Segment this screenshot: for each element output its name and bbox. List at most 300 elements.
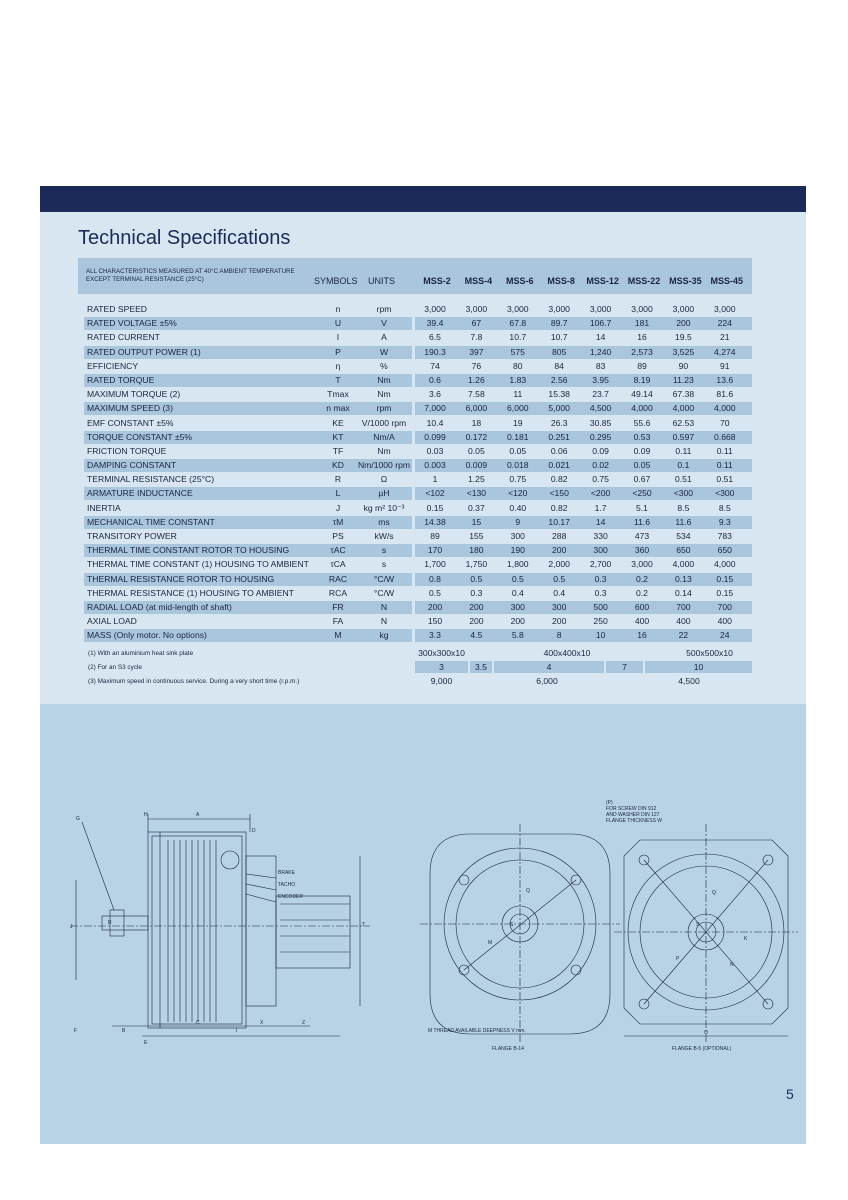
spec-values	[415, 431, 752, 444]
spec-unit: V	[381, 318, 387, 329]
spec-value: 3,000	[548, 304, 570, 314]
spec-value: 4,000	[672, 403, 695, 414]
spec-value: 3,000	[631, 559, 653, 570]
spec-value: 89	[430, 531, 440, 541]
spec-value: 0.251	[548, 431, 570, 442]
spec-value: 0.3	[594, 587, 607, 598]
spec-value: 0.021	[548, 460, 570, 471]
spec-symbol: P	[335, 346, 341, 357]
spec-label: INERTIA	[87, 502, 121, 513]
spec-label: TORQUE CONSTANT ±5%	[84, 431, 412, 444]
spec-value: 0.15	[426, 502, 444, 513]
spec-row	[84, 629, 752, 643]
spec-value: 0.018	[507, 460, 529, 471]
flange-b5-note-4: FLANGE THICKNESS W	[606, 818, 663, 824]
spec-value: 3,000	[465, 304, 488, 314]
spec-value: 22	[678, 630, 689, 641]
spec-unit: °C/W	[373, 587, 395, 598]
spec-unit: ms	[378, 516, 390, 527]
spec-value: 0.11	[675, 445, 692, 456]
spec-unit: s	[381, 545, 387, 556]
flange-b14-caption: FLANGE B-14	[492, 1046, 524, 1052]
spec-value: 39.4	[426, 318, 444, 329]
spec-row	[84, 360, 752, 374]
spec-value: 76	[471, 360, 482, 371]
spec-row	[84, 346, 752, 360]
spec-value: 200	[469, 601, 484, 612]
spec-row	[84, 502, 752, 516]
spec-symbol: τAC	[330, 545, 346, 556]
page-number: 5	[786, 1086, 794, 1102]
spec-value: 4.5	[470, 630, 483, 641]
spec-value: 0.11	[716, 445, 733, 456]
spec-values	[415, 317, 752, 330]
spec-value: 1,750	[465, 559, 488, 570]
spec-value: 3,525	[672, 346, 695, 357]
spec-value: 2,000	[548, 559, 570, 570]
spec-values	[415, 573, 752, 586]
spec-value: 7,000	[424, 403, 446, 414]
spec-symbol: n	[335, 304, 341, 314]
spec-symbol: KT	[332, 431, 344, 442]
spec-value: 0.009	[465, 460, 488, 471]
spec-value: 190.3	[424, 346, 446, 357]
spec-value: 0.40	[509, 502, 527, 513]
spec-value: 3,000	[631, 304, 653, 314]
spec-unit: kW/s	[374, 531, 394, 541]
spec-values	[415, 487, 752, 500]
spec-value: 0.53	[633, 431, 651, 442]
spec-value: <300	[673, 488, 694, 499]
spec-value: 89.7	[550, 318, 568, 329]
spec-unit: %	[380, 360, 388, 371]
spec-unit: Ω	[380, 474, 388, 485]
label-e: E	[144, 1040, 148, 1046]
spec-value: 5,000	[548, 403, 570, 414]
spec-value: 0.02	[592, 460, 609, 471]
spec-value: 7.58	[468, 389, 485, 400]
spec-value: 3,000	[424, 304, 446, 314]
spec-value: 1.7	[594, 502, 607, 513]
spec-value: 6.5	[429, 332, 441, 343]
spec-value: 180	[469, 545, 484, 556]
measurement-note: ALL CHARACTERISTICS MEASURED AT 40°C AMBIENT TEMPERATURE EXCEPT TERMINAL RESISTANCE (25°C)	[86, 268, 295, 283]
spec-value: 18	[471, 417, 482, 428]
spec-value: 0.82	[550, 474, 568, 485]
spec-value: 0.6	[429, 374, 441, 385]
spec-value: 1,240	[589, 346, 612, 357]
spec-value: 21	[720, 332, 730, 343]
spec-unit: kg	[379, 630, 389, 641]
spec-value: 15	[471, 516, 482, 527]
spec-value: 783	[717, 531, 732, 541]
spec-value: 534	[676, 531, 691, 541]
s3-value-3: 4	[494, 661, 604, 673]
spec-value: 170	[427, 545, 443, 556]
label-tacho: TACHO	[278, 882, 296, 888]
spec-row	[84, 516, 752, 530]
label-q-2: Q	[712, 890, 716, 896]
spec-value: 0.37	[468, 502, 485, 513]
spec-row	[84, 601, 752, 615]
spec-values	[415, 402, 752, 415]
spec-value: 0.3	[594, 573, 607, 584]
s3-value-1: 3	[415, 661, 468, 673]
spec-value: 0.4	[511, 587, 524, 598]
spec-row	[84, 459, 752, 473]
spec-value: 155	[469, 531, 484, 541]
spec-row	[84, 417, 752, 431]
spec-value: 0.15	[716, 573, 734, 584]
spec-value: 400	[676, 616, 691, 627]
spec-value: 0.5	[511, 573, 524, 584]
spec-value: 650	[676, 545, 691, 556]
label-d: D	[252, 828, 256, 834]
model-header: MSS-6	[506, 276, 534, 286]
spec-symbol: τCA	[330, 559, 346, 570]
spec-row	[84, 431, 752, 445]
spec-value: 8.5	[718, 502, 731, 513]
spec-symbol: n max	[326, 403, 350, 414]
spec-value: 0.82	[550, 502, 568, 513]
spec-label: RATED CURRENT	[87, 332, 160, 343]
label-b: B	[122, 1028, 126, 1034]
spec-value: <200	[590, 488, 611, 499]
spec-value: 2,700	[589, 559, 612, 570]
spec-value: 91	[720, 360, 730, 371]
flange-b5-view	[614, 824, 798, 1044]
spec-value: 67.8	[509, 318, 527, 329]
spec-value: 181	[634, 318, 650, 329]
spec-value: 0.099	[424, 431, 446, 442]
spec-value: 83	[595, 360, 606, 371]
spec-values	[415, 346, 752, 359]
spec-label: MASS (Only motor. No options)	[84, 629, 412, 642]
spec-symbol: RAC	[328, 573, 348, 584]
label-x: X	[260, 1020, 264, 1026]
spec-value: 805	[552, 346, 567, 357]
spec-value: 11.23	[672, 374, 694, 385]
spec-value: 8.5	[677, 502, 690, 513]
spec-value: 200	[676, 318, 691, 329]
spec-values	[415, 629, 752, 642]
spec-values	[415, 587, 752, 600]
spec-value: 16	[637, 332, 647, 343]
label-a: A	[196, 812, 200, 818]
spec-values	[415, 360, 752, 373]
label-n: N	[730, 962, 734, 968]
spec-symbol: T	[335, 374, 341, 385]
spec-value: 200	[552, 616, 567, 627]
spec-value: 89	[637, 360, 647, 371]
spec-label: ARMATURE INDUCTANCE	[84, 487, 412, 500]
spec-value: 0.13	[675, 573, 692, 584]
spec-value: 10.4	[426, 417, 444, 428]
spec-value: 0.5	[470, 573, 483, 584]
spec-symbol: KE	[332, 417, 344, 428]
label-k: K	[744, 936, 748, 942]
label-encoder: ENCODER	[278, 894, 304, 900]
spec-value: 1.83	[509, 374, 527, 385]
spec-value: 0.11	[716, 460, 733, 471]
spec-value: 0.67	[633, 474, 651, 485]
page-title: Technical Specifications	[78, 227, 291, 249]
spec-value: 6,000	[465, 403, 488, 414]
spec-value: 1,800	[507, 559, 529, 570]
spec-values	[415, 601, 752, 614]
spec-unit: kg m² 10⁻³	[363, 502, 405, 513]
spec-value: 4,000	[714, 403, 736, 414]
spec-value: 3.6	[429, 389, 441, 400]
spec-value: 3,000	[589, 304, 612, 314]
spec-row	[84, 445, 752, 459]
spec-row	[84, 303, 752, 317]
spec-value: 500	[593, 601, 608, 612]
spec-value: 0.1	[677, 460, 690, 471]
spec-value: 106.7	[589, 318, 612, 329]
spec-value: 0.09	[633, 445, 651, 456]
spec-value: 0.3	[470, 587, 483, 598]
spec-row	[84, 487, 752, 501]
model-header: MSS-45	[710, 276, 744, 286]
symbols-header: SYMBOLS	[314, 276, 358, 286]
spec-label: RATED TORQUE	[84, 374, 412, 387]
model-header: MSS-12	[586, 276, 619, 286]
spec-values	[415, 558, 752, 571]
label-t: T	[362, 922, 366, 928]
spec-label: MAXIMUM SPEED (3)	[84, 402, 412, 415]
spec-unit: µH	[378, 488, 390, 499]
spec-unit: A	[381, 332, 387, 343]
spec-value: 11.6	[675, 516, 692, 527]
spec-value: 1.25	[468, 474, 485, 485]
spec-row	[84, 317, 752, 331]
spec-value: 600	[634, 601, 650, 612]
spec-value: 4,274	[714, 346, 736, 357]
spec-values	[415, 303, 752, 316]
label-i: I	[236, 1028, 238, 1034]
spec-values	[415, 530, 752, 543]
spec-value: 24	[720, 630, 730, 641]
spec-value: 3.95	[592, 374, 609, 385]
spec-label: THERMAL RESISTANCE ROTOR TO HOUSING	[84, 573, 412, 586]
spec-value: 15.38	[548, 389, 570, 400]
spec-value: 7.8	[470, 332, 483, 343]
spec-value: <130	[466, 488, 487, 499]
spec-value: 4,500	[589, 403, 612, 414]
label-c: C	[196, 1020, 200, 1026]
spec-label: THERMAL RESISTANCE (1) HOUSING TO AMBIENT	[87, 587, 294, 598]
model-header: MSS-2	[423, 276, 451, 286]
label-brake: BRAKE	[278, 870, 295, 876]
spec-values	[415, 388, 752, 401]
spec-unit: s	[381, 559, 387, 570]
s3-value-5: 10	[645, 661, 752, 673]
model-header: MSS-22	[627, 276, 661, 286]
spec-value: 10	[595, 630, 606, 641]
spec-value: 575	[510, 346, 525, 357]
flange-b5-note-3: AND WASHER DIN 127	[606, 812, 660, 818]
spec-symbol: R	[334, 474, 342, 485]
spec-value: 300	[510, 601, 525, 612]
spec-value: 150	[427, 616, 443, 627]
spec-values	[415, 331, 752, 344]
spec-value: 0.15	[716, 587, 734, 598]
spec-value: 9.3	[718, 516, 731, 527]
spec-value: 8.19	[633, 374, 651, 385]
plate-size-2: 400x400x10	[543, 648, 591, 658]
spec-unit: Nm/A	[373, 431, 395, 442]
spec-symbol: FA	[332, 616, 344, 627]
spec-symbol: FR	[332, 601, 344, 612]
spec-value: <300	[715, 488, 735, 499]
label-r: R	[108, 920, 112, 926]
spec-value: 9	[515, 516, 521, 527]
motor-side-view	[70, 814, 370, 1036]
spec-value: 0.5	[553, 573, 566, 584]
spec-value: 10.17	[548, 516, 570, 527]
spec-unit: Nm/1000 rpm	[357, 460, 411, 471]
spec-value: 11	[513, 389, 523, 400]
s3-value-4: 7	[606, 661, 643, 673]
spec-value: 49.14	[631, 389, 653, 400]
spec-value: 0.668	[714, 431, 736, 442]
spec-values	[415, 502, 752, 515]
spec-table	[84, 303, 752, 644]
spec-value: 397	[469, 346, 484, 357]
spec-value: 2,573	[631, 346, 653, 357]
spec-value: 74	[430, 360, 440, 371]
spec-value: 8	[556, 630, 562, 641]
spec-value: 13.6	[716, 374, 734, 385]
spec-unit: W	[379, 346, 389, 357]
plate-size-1: 300x300x10	[418, 648, 465, 658]
s3-value-2: 3.5	[470, 661, 492, 673]
spec-value: 26.3	[550, 417, 568, 428]
spec-value: 5.8	[511, 630, 524, 641]
spec-label: TRANSITORY POWER	[87, 531, 177, 541]
spec-value: 19	[513, 417, 523, 428]
spec-symbol: KD	[332, 460, 344, 471]
footnote-2: (2) For an S3 cycle	[88, 664, 142, 671]
spec-label: MECHANICAL TIME CONSTANT	[84, 516, 412, 529]
spec-value: 3,000	[507, 304, 529, 314]
spec-label: TERMINAL RESISTANCE (25°C)	[87, 474, 215, 485]
label-h: H	[144, 812, 148, 818]
spec-value: 0.597	[672, 431, 695, 442]
flange-b5-note-2: FOR SCREW DIN 912	[606, 806, 657, 812]
spec-value: 70	[720, 417, 730, 428]
spec-value: 4,000	[631, 403, 653, 414]
model-header: MSS-35	[669, 276, 702, 286]
spec-value: 0.51	[716, 474, 734, 485]
spec-value: 0.14	[675, 587, 692, 598]
spec-value: 4,000	[672, 559, 695, 570]
spec-value: 6,000	[507, 403, 529, 414]
flange-b14-note: M THREAD AVAILABLE DEEPNESS V mm.	[428, 1028, 526, 1034]
spec-value: 0.75	[509, 474, 527, 485]
spec-unit: N	[380, 601, 388, 612]
spec-row	[84, 544, 752, 558]
spec-label: THERMAL TIME CONSTANT (1) HOUSING TO AMBIENT	[87, 559, 309, 570]
spec-value: 1,700	[424, 559, 446, 570]
spec-unit: Nm	[377, 389, 391, 400]
spec-row	[84, 374, 752, 388]
vmax-value-1: 9,000	[430, 676, 453, 686]
spec-unit: °C/W	[373, 573, 395, 584]
spec-value: 67.38	[672, 389, 695, 400]
spec-value: 224	[717, 318, 732, 329]
spec-value: 23.7	[592, 389, 609, 400]
spec-label: RATED SPEED	[87, 304, 148, 314]
spec-values	[415, 417, 752, 430]
spec-value: 4,000	[714, 559, 736, 570]
spec-value: 0.09	[592, 445, 609, 456]
spec-value: 300	[593, 545, 608, 556]
spec-value: 700	[676, 601, 691, 612]
flange-b14-view	[420, 824, 620, 1044]
spec-values	[415, 615, 752, 628]
spec-row	[84, 473, 752, 487]
label-o: O	[704, 1030, 708, 1036]
spec-value: <120	[508, 488, 528, 499]
spec-value: 288	[552, 531, 567, 541]
spec-value: <250	[632, 488, 652, 499]
spec-value: 5.1	[636, 502, 648, 513]
spec-values	[415, 459, 752, 472]
spec-label: AXIAL LOAD	[87, 616, 137, 627]
label-g: G	[76, 816, 80, 822]
spec-value: 0.05	[468, 445, 485, 456]
spec-value: 650	[717, 545, 732, 556]
spec-label: DAMPING CONSTANT	[84, 459, 412, 472]
spec-symbol: Tmax	[327, 389, 349, 400]
spec-value: 90	[678, 360, 689, 371]
spec-row	[84, 331, 752, 345]
spec-value: 3,000	[672, 304, 695, 314]
spec-value: 0.2	[636, 587, 648, 598]
spec-unit: rpm	[376, 403, 392, 414]
spec-value: 0.51	[675, 474, 692, 485]
spec-row	[84, 402, 752, 416]
spec-value: 30.85	[589, 417, 612, 428]
spec-value: 200	[510, 616, 525, 627]
spec-unit: Nm	[377, 374, 391, 385]
spec-value: 19.5	[675, 332, 692, 343]
spec-value: 0.172	[465, 431, 488, 442]
spec-value: 80	[513, 360, 523, 371]
spec-symbol: RCA	[328, 587, 348, 598]
spec-value: 10.7	[550, 332, 568, 343]
spec-value: 81.6	[716, 389, 734, 400]
spec-value: 0.4	[553, 587, 566, 598]
spec-value: 0.75	[592, 474, 609, 485]
spec-label: RADIAL LOAD (at mid-length of shaft)	[84, 601, 412, 614]
spec-unit: N	[380, 616, 388, 627]
spec-symbol: M	[334, 630, 342, 641]
spec-values	[415, 516, 752, 529]
spec-value: 14	[595, 516, 606, 527]
spec-value: 3,000	[714, 304, 736, 314]
header-band	[40, 186, 806, 212]
spec-value: 14	[595, 332, 606, 343]
flange-b5-caption: FLANGE B-5 (OPTIONAL)	[672, 1046, 732, 1052]
spec-value: 84	[554, 360, 564, 371]
spec-symbol: U	[334, 318, 342, 329]
footnote-1: (1) With an aluminium heat sink plate	[88, 650, 194, 657]
spec-label: MAXIMUM TORQUE (2)	[87, 389, 181, 400]
spec-value: 10.7	[509, 332, 527, 343]
